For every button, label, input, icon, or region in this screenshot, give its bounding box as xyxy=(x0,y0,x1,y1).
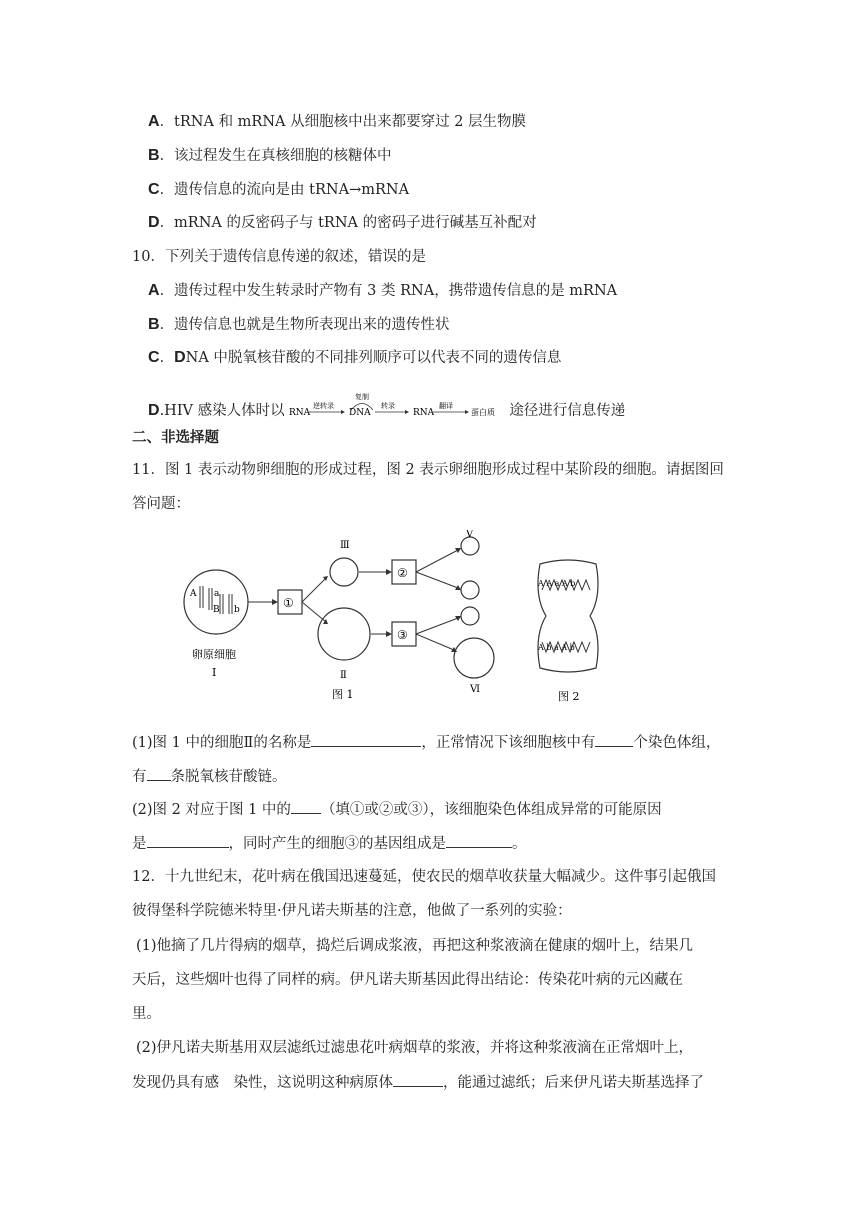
pathway-tl: 翻译 xyxy=(439,402,454,410)
cell-III-label: Ⅲ xyxy=(340,540,350,551)
q9-option-c xyxy=(148,180,409,200)
box-1-label: ① xyxy=(283,596,294,610)
cell-outline xyxy=(538,560,598,672)
q11-stem-line1: 11．图 1 表示动物卵细胞的形成过程，图 2 表示卵细胞形成过程中某阶段的细胞。请据图回 xyxy=(132,462,724,478)
q11-part2-line1: (2)图 2 对应于图 1 中的 （填①或②或③），该细胞染色体组成异常的可能原因 xyxy=(132,799,662,820)
option-text: .HIV 感染人体时以 xyxy=(159,403,285,419)
fig2-top-genes: A A a A b xyxy=(538,579,576,588)
cell-III xyxy=(330,558,358,586)
cell-I xyxy=(184,570,248,634)
option-c-dna-letter: D xyxy=(174,349,186,366)
option-letter: D xyxy=(148,402,160,419)
q12-line7: 发现仍具有感 染性，这说明这种病原体 ，能通过滤纸；后来伊凡诺夫斯基选择了 xyxy=(132,1072,704,1093)
gene-A: A xyxy=(190,589,197,599)
answer-blank[interactable] xyxy=(595,732,633,747)
answer-blank[interactable] xyxy=(147,833,229,848)
q9-option-a xyxy=(148,112,526,132)
q10-stem: 10．下列关于遗传信息传递的叙述，错误的是 xyxy=(132,249,426,265)
answer-blank[interactable] xyxy=(446,833,512,848)
q11-part1-line1: (1)图 1 中的细胞Ⅱ的名称是 ，正常情况下该细胞核中有 个染色体组， xyxy=(132,732,720,753)
pathway-rt: 逆转录 xyxy=(313,402,335,410)
q10-option-a xyxy=(148,281,617,301)
cell-polar-1 xyxy=(461,581,479,599)
pathway-protein: 蛋白质 xyxy=(471,408,496,417)
section-title: 二、非选择题 xyxy=(132,430,219,446)
answer-blank[interactable] xyxy=(291,799,321,814)
answer-blank[interactable] xyxy=(393,1072,443,1087)
cell-I-label: 卵原细胞 xyxy=(192,648,236,661)
option-text: ．遗传过程中发生转录时产物有 3 类 RNA，携带遗传信息的是 mRNA xyxy=(159,283,618,299)
cell-V-label: V xyxy=(466,530,474,540)
cell-I-numeral: I xyxy=(212,666,217,679)
option-letter: C xyxy=(148,349,160,366)
figure-1-caption: 图 1 xyxy=(332,688,354,701)
q12-line5: 里。 xyxy=(132,1006,161,1022)
q11-part2-line2: 是 ，同时产生的细胞③的基因组成是 。 xyxy=(132,833,527,854)
q9-option-d xyxy=(148,213,537,233)
answer-blank[interactable] xyxy=(147,766,171,781)
q10-option-c xyxy=(148,348,561,368)
q12-line3: (1)他摘了几片得病的烟草，捣烂后调成浆液，再把这种浆液滴在健康的烟叶上，结果几 xyxy=(136,938,694,954)
option-text: ．tRNA 和 mRNA 从细胞核中出来都要穿过 2 层生物膜 xyxy=(159,114,527,130)
cell-II-label: Ⅱ xyxy=(340,670,347,681)
answer-blank[interactable] xyxy=(311,732,421,747)
option-letter: C xyxy=(148,181,160,198)
gene-b: b xyxy=(234,605,240,615)
q12-line4: 天后，这些烟叶也得了同样的病。伊凡诺夫斯基因此得出结论：传染花叶病的元凶藏在 xyxy=(132,972,683,988)
box-2-label: ② xyxy=(397,566,408,580)
pathway-rna2: RNA xyxy=(413,408,435,418)
q12-line2: 彼得堡科学院德米特里·伊凡诺夫斯基的注意，他做了一系列的实验： xyxy=(132,903,572,919)
option-c-rest: NA 中脱氧核苷酸的不同排列顺序可以代表不同的遗传信息 xyxy=(185,350,562,366)
option-letter: A xyxy=(148,282,160,299)
cell-VI-label: Ⅵ xyxy=(470,684,481,695)
pathway-tr: 转录 xyxy=(381,402,396,410)
pathway-rna1: RNA xyxy=(289,408,311,418)
figure-2-cell xyxy=(528,556,608,706)
option-letter: B xyxy=(148,147,160,164)
q12-line1: 12．十九世纪末，花叶病在俄国迅速蔓延，使农民的烟草收获量大幅减少。这件事引起俄国 xyxy=(132,869,716,885)
figure-1-oogenesis xyxy=(176,530,516,710)
box-3-label: ③ xyxy=(397,628,408,642)
cell-polar-2 xyxy=(461,607,479,625)
q11-part1-line2: 有 条脱氧核苷酸链。 xyxy=(132,766,287,787)
option-letter: D xyxy=(148,214,160,231)
q12-line6: (2)伊凡诺夫斯基用双层滤纸过滤患花叶病烟草的浆液，并将这种浆液滴在正常烟叶上， xyxy=(136,1040,694,1056)
pathway-rep: 复制 xyxy=(355,393,370,401)
q9-option-b xyxy=(148,146,392,166)
gene-a: a xyxy=(214,589,220,599)
option-text: ．mRNA 的反密码子与 tRNA 的密码子进行碱基互补配对 xyxy=(159,215,537,231)
gene-B: B xyxy=(213,605,220,615)
option-letter: B xyxy=(148,316,160,333)
q11-stem-line2: 答问题： xyxy=(132,496,190,512)
hiv-pathway-diagram xyxy=(289,393,509,423)
cell-VI xyxy=(454,638,494,678)
q10-option-d xyxy=(148,393,625,423)
option-text: ．遗传信息的流向是由 tRNA→mRNA xyxy=(159,182,410,198)
figure-2-caption: 图 2 xyxy=(558,690,580,703)
option-text: ． xyxy=(159,350,175,366)
option-letter: A xyxy=(148,113,160,130)
pathway-dna: DNA xyxy=(349,408,371,418)
option-d-tail: 途径进行信息传递 xyxy=(509,403,626,419)
q10-option-b xyxy=(148,315,450,335)
option-text: ．遗传信息也就是生物所表现出来的遗传性状 xyxy=(159,317,450,333)
cell-II xyxy=(318,608,370,660)
option-text: ．该过程发生在真核细胞的核糖体中 xyxy=(159,148,392,164)
fig2-bottom-genes: A b a A b xyxy=(538,643,575,652)
